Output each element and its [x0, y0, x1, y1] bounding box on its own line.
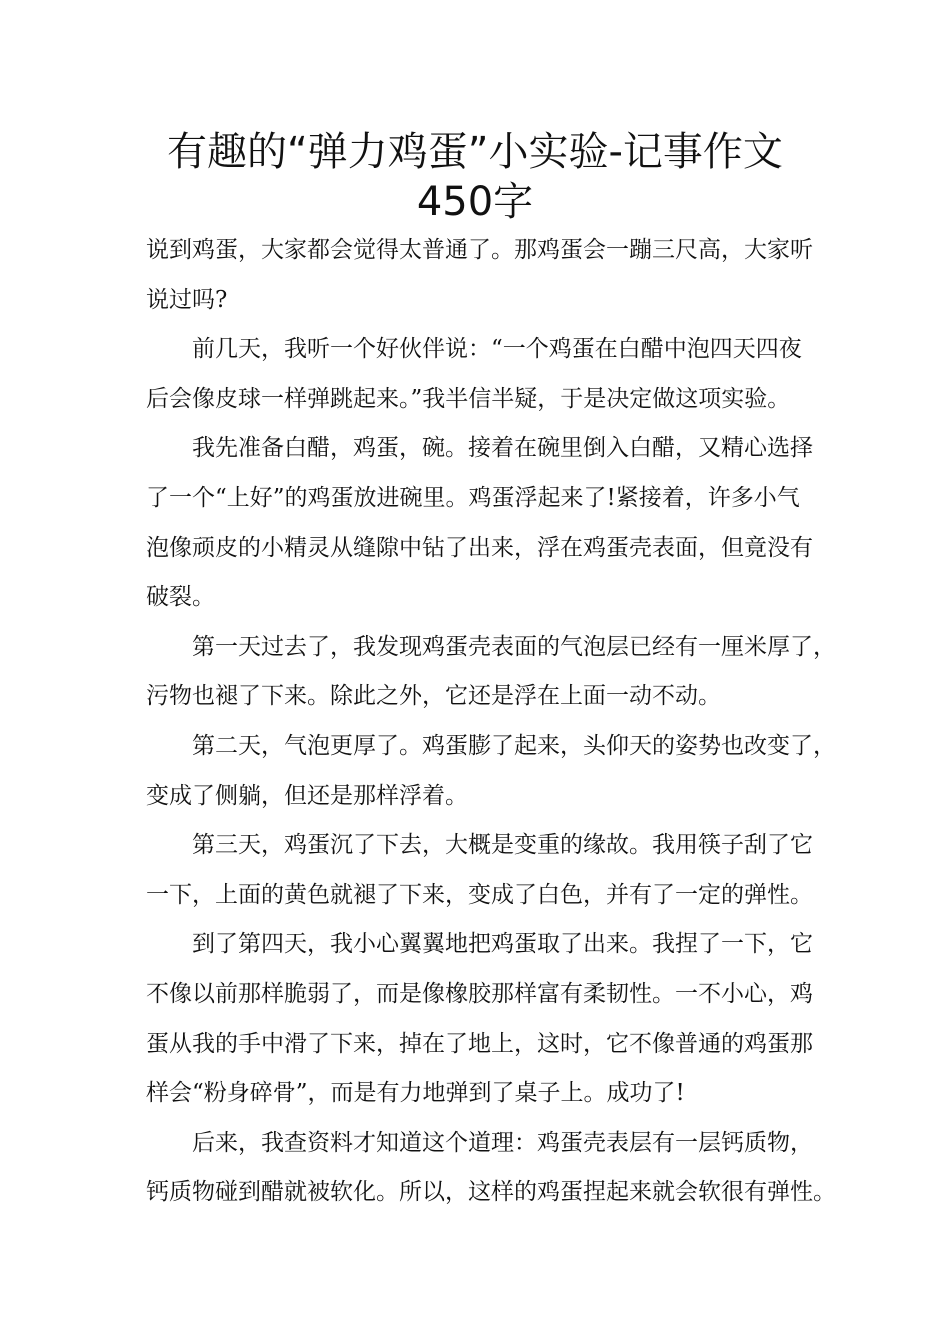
- text-line: 第一天过去了，我发现鸡蛋壳表面的气泡层已经有一厘米厚了，: [192, 633, 836, 660]
- text-line: 第二天，气泡更厚了。鸡蛋膨了起来，头仰天的姿势也改变了，: [192, 732, 836, 759]
- text-line: 到了第四天，我小心翼翼地把鸡蛋取了出来。我捏了一下，它: [192, 931, 813, 958]
- text-line: 一下，上面的黄色就褪了下来，变成了白色，并有了一定的弹性。: [146, 881, 813, 908]
- document-title-continued: 450字: [416, 179, 534, 225]
- text-line: 说过吗?: [146, 286, 228, 313]
- text-line: 蛋从我的手中滑了下来，掉在了地上，这时，它不像普通的鸡蛋那: [146, 1030, 813, 1057]
- text-line: 不像以前那样脆弱了，而是像橡胶那样富有柔韧性。一不小心，鸡: [146, 980, 813, 1007]
- text-line: 前几天，我听一个好伙伴说：“一个鸡蛋在白醋中泡四天四夜: [192, 336, 802, 363]
- text-line: 泡像顽皮的小精灵从缝隙中钻了出来，浮在鸡蛋壳表面，但竟没有: [146, 534, 813, 561]
- text-line: 第三天，鸡蛋沉了下去，大概是变重的缘故。我用筷子刮了它: [192, 832, 813, 859]
- text-line: 钙质物碰到醋就被软化。所以，这样的鸡蛋捏起来就会软很有弹性。: [146, 1179, 836, 1206]
- text-line: 样会“粉身碎骨”，而是有力地弹到了桌子上。成功了!: [146, 1080, 685, 1107]
- text-line: 后来，我查资料才知道这个道理：鸡蛋壳表层有一层钙质物，: [192, 1129, 813, 1156]
- text-line: 变成了侧躺，但还是那样浮着。: [146, 782, 468, 809]
- text-line: 我先准备白醋，鸡蛋，碗。接着在碗里倒入白醋，又精心选择: [192, 435, 813, 462]
- document-title: 有趣的“弹力鸡蛋”小实验-记事作文: [167, 129, 783, 175]
- text-line: 破裂。: [146, 584, 215, 611]
- text-line: 污物也褪了下来。除此之外，它还是浮在上面一动不动。: [146, 683, 721, 710]
- text-line: 说到鸡蛋，大家都会觉得太普通了。那鸡蛋会一蹦三尺高，大家听: [146, 237, 813, 263]
- document-body: [146, 226, 836, 1218]
- text-line: 后会像皮球一样弹跳起来。”我半信半疑，于是决定做这项实验。: [146, 385, 791, 412]
- text-line: 了一个“上好”的鸡蛋放进碗里。鸡蛋浮起来了!紧接着，许多小气: [146, 484, 800, 511]
